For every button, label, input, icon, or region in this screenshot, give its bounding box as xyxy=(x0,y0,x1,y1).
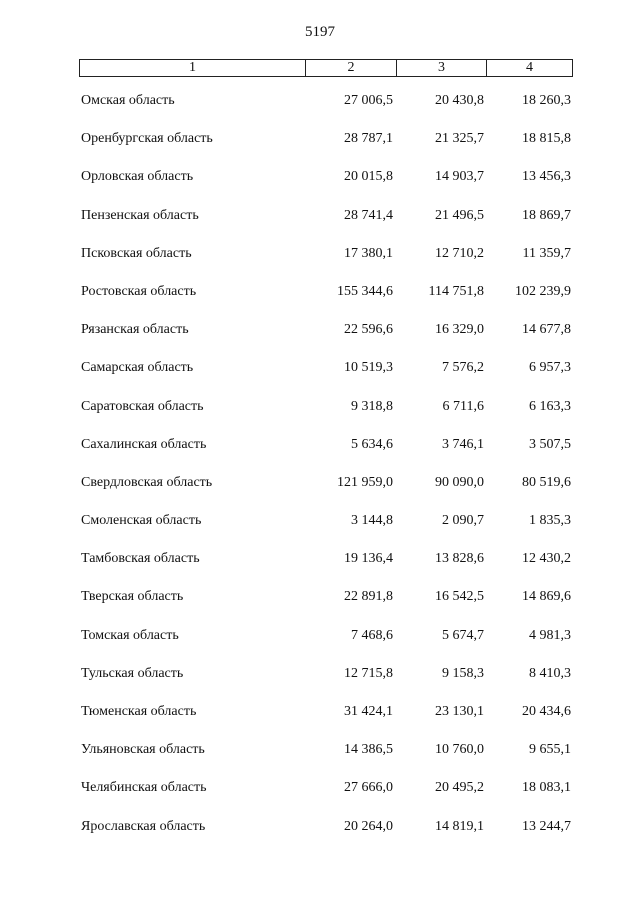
table-row xyxy=(0,819,640,857)
region-name: Смоленская область xyxy=(81,513,202,529)
region-name: Сахалинская область xyxy=(81,436,207,452)
table-row xyxy=(0,322,640,360)
value-col-2: 121 959,0 xyxy=(337,474,393,490)
value-col-2: 5 634,6 xyxy=(351,436,393,452)
value-col-4: 6 957,3 xyxy=(529,360,571,376)
table-row xyxy=(0,589,640,627)
value-col-4: 9 655,1 xyxy=(529,742,571,758)
value-col-4: 20 434,6 xyxy=(522,704,571,719)
value-col-3: 12 710,2 xyxy=(435,245,484,261)
table-row xyxy=(0,704,640,742)
value-col-2: 28 741,4 xyxy=(344,207,393,223)
value-col-4: 80 519,6 xyxy=(522,474,571,490)
value-col-4: 4 981,3 xyxy=(529,627,571,643)
page-number: 5197 xyxy=(305,24,335,40)
region-name: Ярославская область xyxy=(81,818,206,834)
value-col-2: 28 787,1 xyxy=(344,131,393,147)
table-row xyxy=(0,666,640,704)
value-col-2: 9 318,8 xyxy=(351,398,393,414)
table-row xyxy=(0,208,640,246)
table-row xyxy=(0,551,640,589)
value-col-2: 22 596,6 xyxy=(344,322,393,338)
region-name: Свердловская область xyxy=(81,474,213,490)
value-col-4: 14 869,6 xyxy=(522,589,571,605)
table-header xyxy=(79,59,573,77)
value-col-4: 102 239,9 xyxy=(515,283,571,299)
value-col-3: 21 496,5 xyxy=(435,207,484,223)
region-name: Ульяновская область xyxy=(81,742,205,758)
value-col-2: 22 891,8 xyxy=(344,589,393,605)
region-name: Тюменская область xyxy=(81,704,197,719)
value-col-4: 18 260,3 xyxy=(522,93,571,108)
header-col-3: 3 xyxy=(396,60,486,76)
table-row xyxy=(0,628,640,666)
region-name: Тверская область xyxy=(81,589,184,605)
value-col-3: 23 130,1 xyxy=(435,704,484,719)
value-col-3: 3 746,1 xyxy=(442,436,484,452)
value-col-2: 14 386,5 xyxy=(344,742,393,758)
region-name: Саратовская область xyxy=(81,398,204,414)
value-col-3: 6 711,6 xyxy=(442,398,484,414)
value-col-2: 27 666,0 xyxy=(344,780,393,796)
value-col-4: 1 835,3 xyxy=(529,513,571,529)
region-name: Орловская область xyxy=(81,169,194,185)
region-name: Ростовская область xyxy=(81,283,197,299)
region-name: Пензенская область xyxy=(81,207,199,223)
value-col-3: 14 903,7 xyxy=(435,169,484,185)
value-col-3: 16 542,5 xyxy=(435,589,484,605)
value-col-4: 18 815,8 xyxy=(522,131,571,147)
table-row xyxy=(0,284,640,322)
region-name: Самарская область xyxy=(81,360,194,376)
value-col-2: 31 424,1 xyxy=(344,704,393,719)
value-col-3: 7 576,2 xyxy=(442,360,484,376)
header-col-4: 4 xyxy=(486,60,572,76)
table-row xyxy=(0,131,640,169)
header-col-2: 2 xyxy=(305,60,396,76)
value-col-4: 3 507,5 xyxy=(529,436,571,452)
table-row xyxy=(0,475,640,513)
region-name: Омская область xyxy=(81,93,175,108)
value-col-4: 18 083,1 xyxy=(522,780,571,796)
value-col-3: 5 674,7 xyxy=(442,627,484,643)
value-col-4: 14 677,8 xyxy=(522,322,571,338)
region-name: Тамбовская область xyxy=(81,551,200,567)
table-body xyxy=(0,93,640,857)
value-col-4: 18 869,7 xyxy=(522,207,571,223)
table-row xyxy=(0,513,640,551)
value-col-3: 90 090,0 xyxy=(435,474,484,490)
region-name: Оренбургская область xyxy=(81,131,213,147)
table-row xyxy=(0,780,640,818)
value-col-3: 2 090,7 xyxy=(442,513,484,529)
value-col-4: 6 163,3 xyxy=(529,398,571,414)
header-col-1: 1 xyxy=(189,60,196,75)
region-name: Челябинская область xyxy=(81,780,207,796)
value-col-3: 13 828,6 xyxy=(435,551,484,567)
value-col-3: 14 819,1 xyxy=(435,818,484,834)
value-col-2: 20 264,0 xyxy=(344,818,393,834)
value-col-3: 21 325,7 xyxy=(435,131,484,147)
value-col-3: 16 329,0 xyxy=(435,322,484,338)
value-col-2: 155 344,6 xyxy=(337,283,393,299)
value-col-2: 19 136,4 xyxy=(344,551,393,567)
value-col-4: 11 359,7 xyxy=(522,245,571,261)
value-col-2: 7 468,6 xyxy=(351,627,393,643)
table-row xyxy=(0,742,640,780)
table-row xyxy=(0,399,640,437)
value-col-4: 13 456,3 xyxy=(522,169,571,185)
value-col-3: 20 495,2 xyxy=(435,780,484,796)
value-col-2: 20 015,8 xyxy=(344,169,393,185)
table-row xyxy=(0,93,640,131)
value-col-2: 3 144,8 xyxy=(351,513,393,529)
value-col-4: 13 244,7 xyxy=(522,818,571,834)
region-name: Томская область xyxy=(81,627,179,643)
value-col-2: 10 519,3 xyxy=(344,360,393,376)
value-col-2: 17 380,1 xyxy=(344,245,393,261)
table-row xyxy=(0,246,640,284)
value-col-3: 20 430,8 xyxy=(435,93,484,108)
table-row xyxy=(0,169,640,207)
value-col-3: 10 760,0 xyxy=(435,742,484,758)
value-col-3: 114 751,8 xyxy=(428,283,484,299)
table-row xyxy=(0,437,640,475)
region-name: Псковская область xyxy=(81,245,192,261)
table-row xyxy=(0,360,640,398)
value-col-4: 12 430,2 xyxy=(522,551,571,567)
value-col-3: 9 158,3 xyxy=(442,665,484,681)
region-name: Тульская область xyxy=(81,665,184,681)
value-col-4: 8 410,3 xyxy=(529,665,571,681)
region-name: Рязанская область xyxy=(81,322,189,338)
value-col-2: 12 715,8 xyxy=(344,665,393,681)
value-col-2: 27 006,5 xyxy=(344,93,393,108)
